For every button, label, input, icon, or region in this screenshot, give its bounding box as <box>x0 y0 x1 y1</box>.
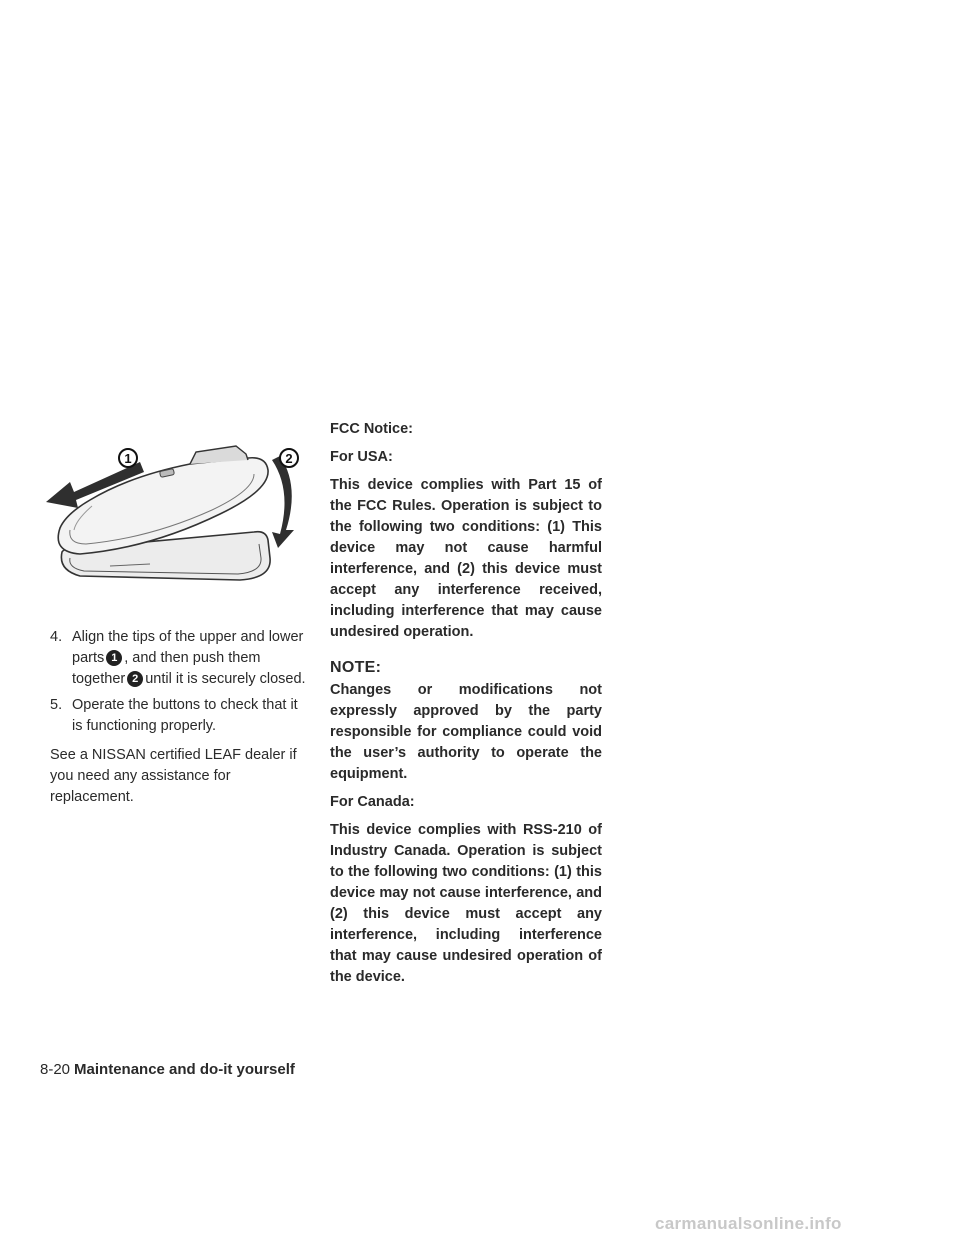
usa-text: This device complies with Part 15 of the FCC Rules. Operation is subject to the following two conditions: (1) This device may not cause harmful interference, and (2) this device must accept any interference received, including interference that may cause undesired operation. <box>330 477 602 640</box>
note-heading: NOTE: <box>330 659 382 676</box>
arrow-2-icon <box>272 456 294 548</box>
section-title: Maintenance and do-it yourself <box>74 1061 295 1078</box>
dealer-note: See a NISSAN certified LEAF dealer if you need any assistance for replacement. <box>50 747 297 805</box>
page-number: 8-20 <box>40 1061 71 1078</box>
usa-heading: For USA: <box>330 449 393 465</box>
canada-text: This device complies with RSS-210 of Industry Canada. Operation is subject to the following two conditions: (1) this device may not cause interference, and (2) this device must accept any interference, including interference that may cause undesired operation of the device. <box>330 822 602 985</box>
callout-2-badge: 2 <box>127 671 143 687</box>
step-number: 4. <box>50 629 63 645</box>
step-number: 5. <box>50 697 63 713</box>
fcc-heading: FCC Notice: <box>330 421 413 437</box>
step-5 <box>50 695 312 737</box>
fcc-notice-column <box>330 419 602 995</box>
step-text-before: Align the tips of the upper and lower parts <box>72 629 304 666</box>
watermark: carmanualsonline.info <box>655 1214 842 1233</box>
note-text: Changes or modifications not expressly approved by the party responsible for compliance could void the user’s authority to operate the equipment. <box>330 682 602 782</box>
callout-1-badge: 1 <box>106 650 122 666</box>
step-text-after: until it is securely closed. <box>145 671 306 687</box>
step-text-middle: , and then push them together <box>72 650 261 687</box>
step-text: Operate the buttons to check that it is functioning properly. <box>72 697 298 734</box>
svg-text:2: 2 <box>285 451 293 466</box>
svg-text:1: 1 <box>124 451 132 466</box>
canada-heading: For Canada: <box>330 794 415 810</box>
step-4 <box>50 627 312 690</box>
key-fob-assembly-illustration <box>40 430 312 615</box>
page-footer <box>40 1061 295 1078</box>
instructions-column <box>50 627 312 808</box>
callout-2 <box>280 449 298 467</box>
callout-1 <box>119 449 137 467</box>
